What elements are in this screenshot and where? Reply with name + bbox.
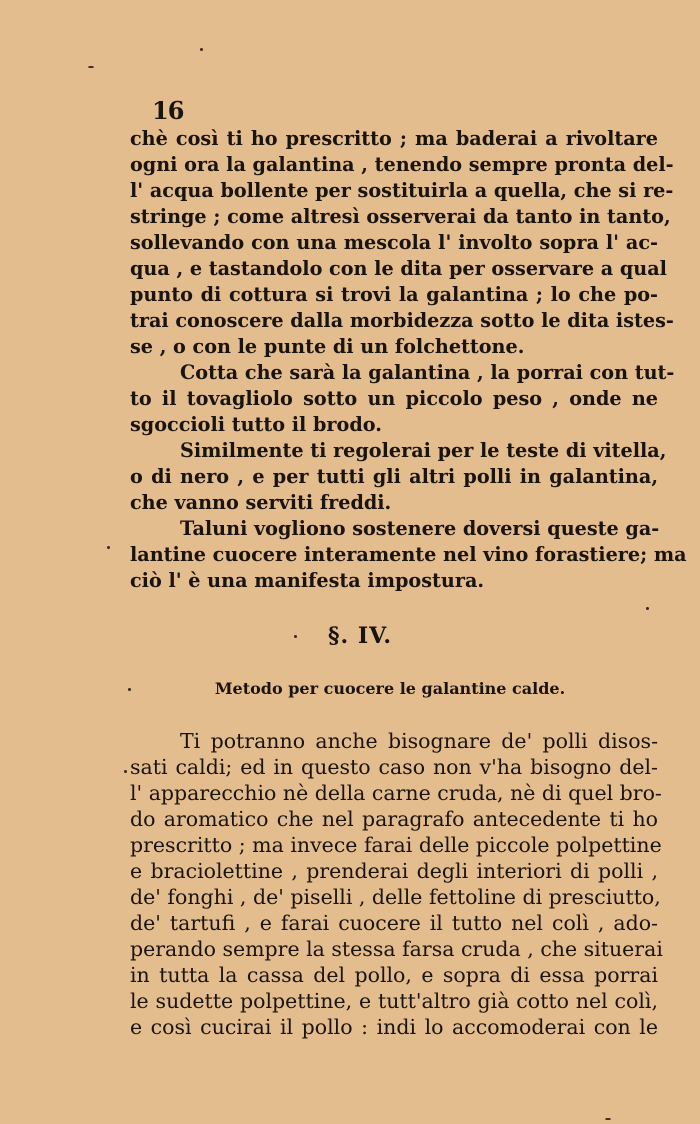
page-number: 16 <box>152 96 184 125</box>
text-line: le sudette polpettine, e tutt'altro già cotto nel colì, <box>130 989 658 1013</box>
text-line: perando sempre la stessa farsa cruda , che situerai <box>130 937 663 961</box>
text-line: o di nero , e per tutti gli altri polli in galantina, <box>130 465 658 488</box>
text-line: qua , e tastandolo con le dita per osservare a qual <box>130 257 667 280</box>
text-line: Taluni vogliono sostenere doversi queste ga- <box>180 517 660 540</box>
text-line: ogni ora la galantina , tenendo sempre pronta del- <box>130 153 674 176</box>
ink-speck <box>124 770 127 773</box>
text-line: in tutta la cassa del pollo, e sopra di essa porrai <box>130 963 658 987</box>
text-line: chè così ti ho prescritto ; ma baderai a rivoltare <box>130 127 658 150</box>
text-line: do aromatico che nel paragrafo antecedente ti ho <box>130 807 658 831</box>
text-line: lantine cuocere interamente nel vino forastiere; ma <box>130 543 687 566</box>
section-title: §. IV. <box>328 623 392 649</box>
text-line: sati caldi; ed in questo caso non v'ha bisogno del- <box>130 755 658 779</box>
text-line: trai conoscere dalla morbidezza sotto le dita istes- <box>130 309 674 332</box>
text-line: e braciolettine , prenderai degli interiori di polli , <box>130 859 658 883</box>
text-line: ciò l' è una manifesta impostura. <box>130 569 485 592</box>
text-line: to il tovagliolo sotto un piccolo peso , onde ne <box>130 387 658 410</box>
ink-speck <box>646 607 649 610</box>
text-line: se , o con le punte di un folchettone. <box>130 335 525 358</box>
text-line: sollevando con una mescola l' involto sopra l' ac- <box>130 231 658 254</box>
text-line: l' acqua bollente per sostituirla a quella, che si re- <box>130 179 674 202</box>
ink-speck <box>88 66 94 68</box>
text-line: Similmente ti regolerai per le teste di vitella, <box>180 439 667 462</box>
text-line: Ti potranno anche bisognare de' polli disos- <box>180 729 658 753</box>
text-line: che vanno serviti freddi. <box>130 491 392 514</box>
ink-speck <box>605 1118 611 1120</box>
text-line: sgoccioli tutto il brodo. <box>130 413 382 436</box>
text-line: de' tartufi , e farai cuocere il tutto nel colì , ado- <box>130 911 658 935</box>
text-line: punto di cottura si trovi la galantina ; lo che po- <box>130 283 658 306</box>
ink-speck <box>294 635 297 638</box>
text-line: Cotta che sarà la galantina , la porrai con tut- <box>180 361 675 384</box>
ink-speck <box>107 546 110 549</box>
text-line: de' fonghi , de' piselli , delle fettoline di presciutto, <box>130 885 661 909</box>
text-line: stringe ; come altresì osserverai da tanto in tanto, <box>130 205 671 228</box>
text-line: e così cucirai il pollo : indi lo accomoderai con le <box>130 1015 658 1039</box>
text-line: prescritto ; ma invece farai delle piccole polpettine <box>130 833 662 857</box>
ink-speck <box>200 48 203 51</box>
text-line: l' apparecchio nè della carne cruda, nè di quel bro- <box>130 781 662 805</box>
ink-speck <box>128 688 131 691</box>
section-subtitle: Metodo per cuocere le galantine calde. <box>214 679 566 698</box>
